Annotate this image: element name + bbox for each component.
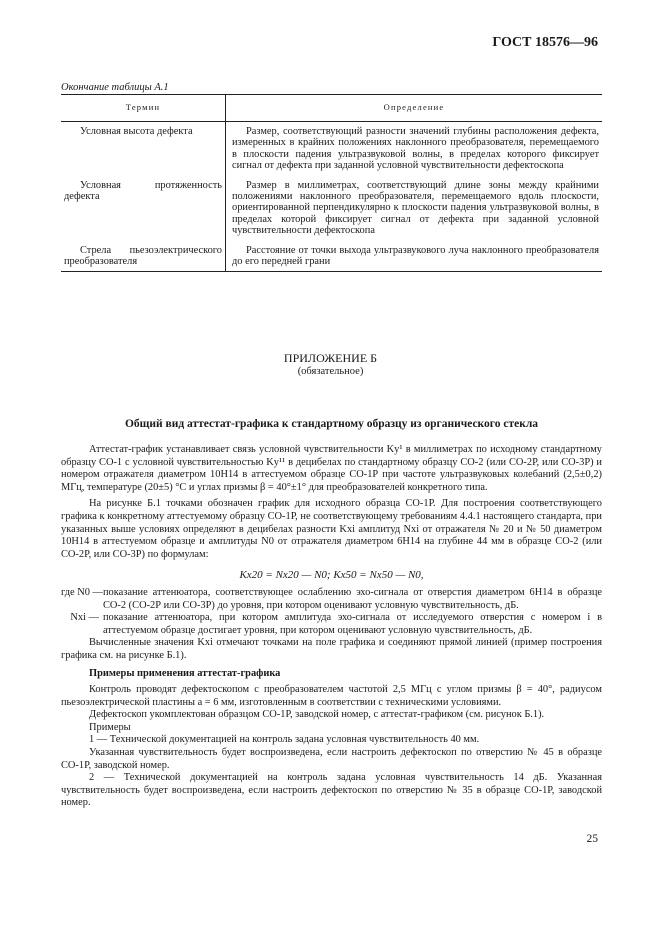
paragraph-1: Аттестат-график устанавливает связь условной чувствительности Kу¹ в миллиметрах по исходному стандартному образцу СО-1 с условной чувствительностью Kу¹¹ в децибелах по стандартному образцу СО-2 (или СО-2Р, или СО-3Р) и номером отражателя диаметром 10Н14 в аттестуемом образце СО-1Р при частоте ультразвуковых колебаний (2,5±0,2) МГц, температуре (20±5) °С и углах призмы β = 40°±1° для преобразователей конкретного типа. [61, 444, 602, 493]
term-cell: Условная протяженность дефекта [61, 176, 226, 241]
document-code: ГОСТ 18576—96 [492, 35, 598, 50]
body-text [61, 444, 602, 810]
table-row [61, 176, 602, 241]
paragraph-9: 2 — Технической документацией на контроль задана условная чувствительность 14 дБ. Указанная чувствительность будет воспроизведена, если настроить дефектоскоп по отверстию № 35 в образце СО-1Р, заводской номер. [61, 772, 602, 809]
paragraph-4: Контроль проводят дефектоскопом с преобразователем частотой 2,5 МГц с углом призмы β = 40°, радиусом пьезоэлектрической пластины a = 6 мм, изготовленным в соответствии с техническими условиями. [61, 684, 602, 708]
examples-heading: Примеры применения аттестат-графика [89, 667, 281, 679]
table-row [61, 122, 602, 176]
appendix-name: ПРИЛОЖЕНИЕ Б [283, 351, 378, 365]
definition-cell: Расстояние от точки выхода ультразвукового луча наклонного преобразователя до его передней грани [226, 241, 603, 272]
terms-table [61, 94, 602, 272]
appendix-heading [0, 352, 661, 378]
column-header-term: Термин [61, 95, 226, 122]
paragraph-3: Вычисленные значения Kхi отмечают точками на поле графика и соединяют прямой линией (пример построения графика см. на рисунке Б.1). [61, 637, 602, 661]
paragraph-5: Дефектоскоп укомплектован образцом СО-1Р, заводской номер, с аттестат-графиком (см. рисунок Б.1). [89, 709, 545, 721]
term-cell: Стрела пьезоэлектрического преобразователя [61, 241, 226, 272]
where-item-n0 [61, 587, 602, 612]
where-item-nxi [61, 612, 602, 637]
paragraph-2: На рисунке Б.1 точками обозначен график для исходного образца СО-1Р. Для построения соответствующего графика к конкретному аттестуемому образцу СО-1Р, не соответствующему требованиям 4.4.1 настоящего стандарта, при указанных выше условиях определяют в децибелах разности Kхi амплитуд Nхi от отражателя № 20 и № 50 диаметром 10Н14 в аттестуемом образце и амплитуды N0 от отражателя диаметром 6Н14 на глубине 44 мм в образце СО-2 (или СО-2Р, или СО-3Р) по формулам: [61, 498, 602, 560]
formula: Kх20 = Nх20 — N0; Kх50 = Nх50 — N0, [239, 569, 424, 582]
where-label: Nхi — [70, 612, 99, 624]
definition-cell: Размер в миллиметрах, соответствующий длине зоны между крайними положениями наклонного преобразователя, перемещаемого вдоль плоскости, ориентированной перпендикулярно к плоскости падения ультразвуковой волны, в пределах которой фиксирует сигнал от дефекта при заданной условной чувствительности дефектоскопа [232, 179, 599, 237]
where-label: где N0 — [61, 586, 103, 598]
where-text: показание аттенюатора, соответствующее ослаблению эхо-сигнала от отверстия диаметром 6Н14 в образце СО-2 (СО-2Р или СО-3Р) до уровня, при котором оценивают условную чувствительность, дБ. [103, 586, 602, 611]
paragraph-8: Указанная чувствительность будет воспроизведена, если настроить дефектоскоп по отверстию № 45 в образце СО-1Р, заводской номер. [61, 747, 602, 771]
paragraph-7: 1 — Технической документацией на контроль задана условная чувствительность 40 мм. [89, 734, 480, 746]
column-header-definition: Определение [226, 95, 603, 122]
table-caption: Окончание таблицы А.1 [61, 82, 169, 93]
where-text: показание аттенюатора, при котором амплитуда эхо-сигнала от исследуемого отверстия с номером i в аттестуемом образце достигает уровня, при котором оценивают условную чувствительность, дБ. [103, 612, 602, 636]
appendix-status: (обязательное) [297, 366, 364, 377]
term-cell: Условная высота дефекта [61, 122, 226, 176]
definition-cell: Размер, соответствующий разности значений глубины расположения дефекта, измеренных в крайних положениях наклонного преобразователя, перемещаемого в плоскости падения ультразвуковой волны, в пределах которого фиксирует сигнал от дефекта при заданной условной чувствительности дефектоскопа [232, 126, 599, 172]
page-number: 25 [586, 833, 598, 845]
appendix-title: Общий вид аттестат-графика к стандартному образцу из органического стекла [124, 418, 539, 430]
table-row [61, 241, 602, 272]
paragraph-6: Примеры [89, 721, 131, 733]
table-header-row [61, 95, 602, 122]
